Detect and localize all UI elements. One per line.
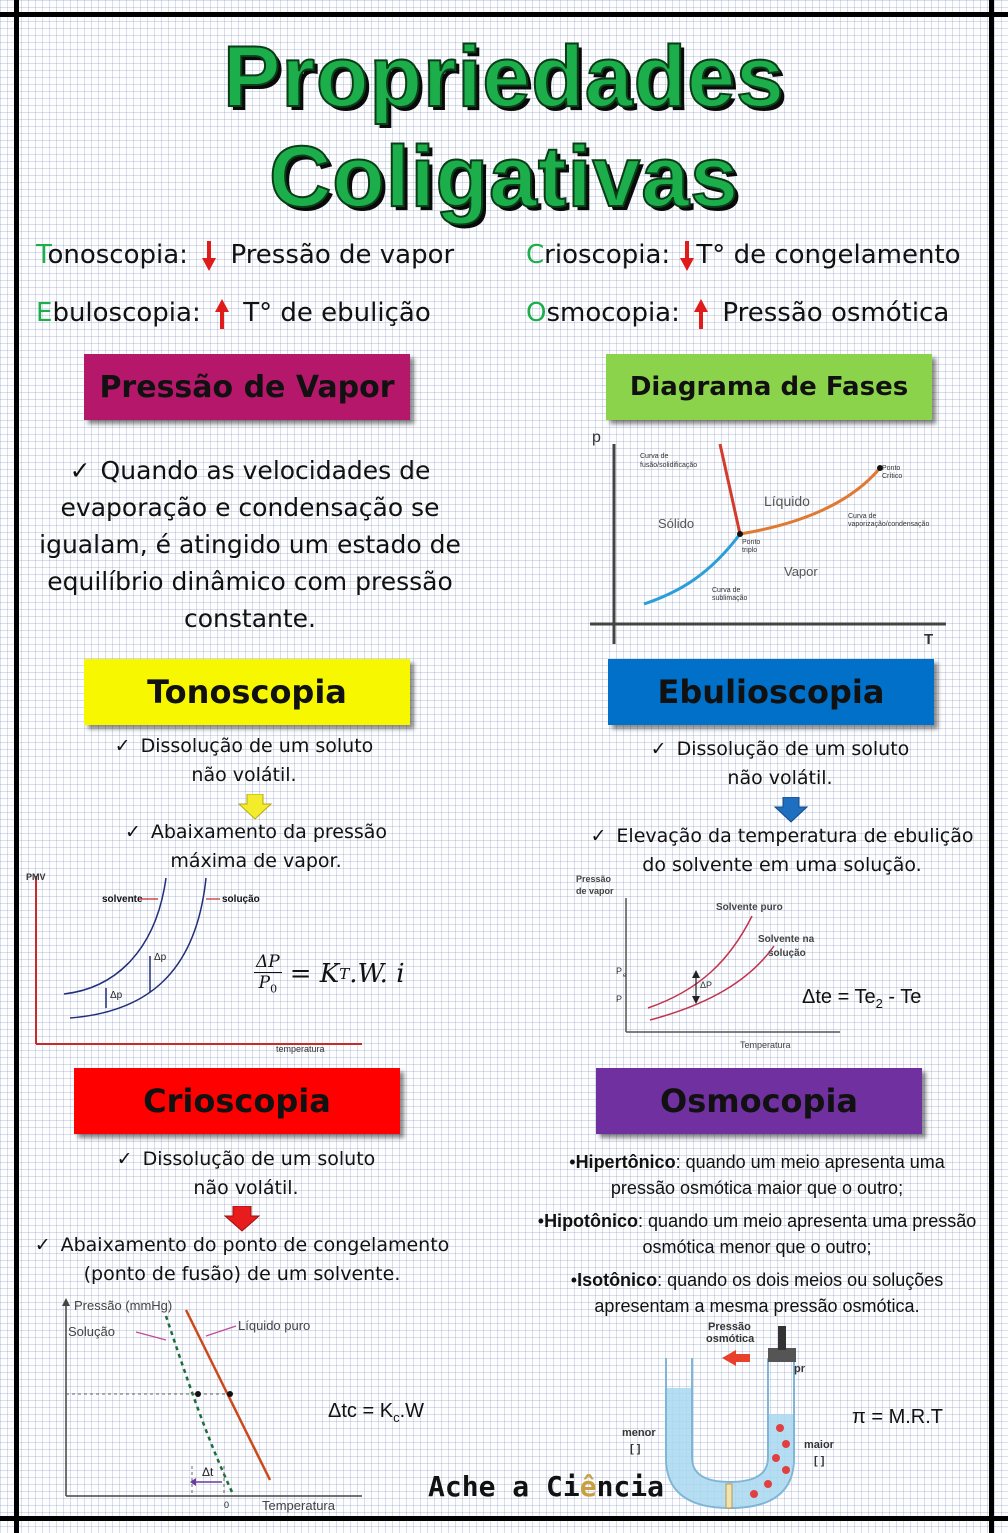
label-solucao: Solução [68,1324,115,1339]
membrane [726,1484,732,1508]
phase-t-label: T [924,631,934,648]
brand-logo: Ache a Ciência [428,1470,665,1503]
ebulio-y-label-1: Pressão [576,874,612,884]
tono-item-2: ✓ Abaixamento da pressão máxima de vapor. [124,821,388,872]
fraction: $\frac{\Delta P}{P_0}$ [256,952,280,996]
summary-osmocopia: Osmocopia: Pressão osmótica [526,298,950,328]
crio-x-label: Temperatura [262,1498,335,1513]
osmo-formula: π = M.R.T [852,1406,944,1428]
crio-item-1: ✓ Dissolução de um soluto não volátil. [116,1148,376,1199]
label-pressao-2: osmótica [706,1333,755,1345]
label-solucao: solução [222,894,260,905]
header-diagrama-fases: Diagrama de Fases [606,354,932,420]
label-solido: Sólido [658,516,695,531]
summary-ebuloscopia: Ebuloscopia: T° de ebulição [36,298,431,328]
down-arrow-icon [224,1206,260,1232]
pressao-vapor-text: ✓ Quando as velocidades de evaporação e condensação se igualam, é atingido um estado de equilíbrio dinâmico com pressão constante. [39,456,461,633]
phase-p-label: p [592,429,601,446]
piston [768,1348,796,1362]
pressure-arrow [722,1350,750,1366]
osmo-item-hipertonico: •Hipertônico: quando um meio apresenta uma pressão osmótica maior que o outro; [569,1152,945,1198]
label-menor: menor [622,1427,656,1439]
check-icon: ✓ [116,1148,133,1170]
header-tonoscopia: Tonoscopia [84,659,410,725]
frame-bottom [0,1516,1008,1521]
summary-crioscopia: Crioscopia: T° de congelamento [526,240,961,270]
summary-desc: T° de congelamento [696,240,961,270]
label-dt: Δt [202,1465,214,1479]
label-puro: Líquido puro [238,1318,311,1333]
ebulio-formula: $\Delta te = Te_2 - Te$ [802,986,922,1011]
summary-tonoscopia: Tonoscopia: Pressão de vapor [36,240,455,270]
ebulioscopia-graph [570,870,850,1056]
summary-desc: T° de ebulição [243,298,431,328]
fusion-curve [720,444,740,534]
arrow-down-icon [680,241,694,271]
label-triplo-1: Ponto [742,539,761,546]
down-arrow-icon [238,794,272,820]
bulb-icon: ê [579,1470,597,1503]
header-osmocopia: Osmocopia [596,1068,922,1134]
ebulio-item-1: ✓ Dissolução de um soluto não volátil. [650,738,910,789]
phase-diagram [580,424,960,650]
label-pr: pr [794,1363,805,1375]
arrow-up-icon [694,299,708,329]
curve-puro [648,916,752,1008]
label-dp-2: Δp [110,990,123,1001]
label-sub-1: Curva de [712,587,741,594]
crio-item-2: ✓ Abaixamento do ponto de congelamento (ponto de fusão) de um solvente. [34,1234,450,1285]
label-critico-1: Ponto [882,465,901,472]
label-critico-2: Crítico [882,473,903,480]
header-crioscopia: Crioscopia [74,1068,400,1134]
label-dp-1: Δp [154,952,167,963]
arrow-down-icon [202,241,216,271]
osmo-item-isotonico: •Isotônico: quando os dois meios ou soluções apresentam a mesma pressão osmótica. [570,1270,944,1316]
curve-solucao [166,1316,232,1492]
label-p: P [616,994,623,1004]
label-maior-colchete: [ ] [814,1455,825,1467]
label-maior: maior [804,1439,834,1451]
tono-x-label: temperatura [276,1044,325,1054]
triple-point [737,531,743,537]
label-fusao-1: Curva de [640,453,669,460]
frame-left [14,0,19,1533]
check-icon: ✓ [69,456,91,485]
label-menor-colchete: [ ] [630,1443,641,1455]
label-solucao-2: solução [768,948,806,959]
label-fusao-2: fusão/solidificação [640,462,698,469]
check-icon: ✓ [124,821,141,843]
label-pe-sub: e [623,973,627,979]
tono-item-1: ✓ Dissolução de um soluto não volátil. [114,735,374,786]
ebulio-item-2: ✓ Elevação da temperatura de ebulição do solvente em uma solução. [590,825,974,876]
title-line-2: Coligativas [269,129,739,225]
check-icon: ✓ [34,1234,51,1256]
label-vapor: Vapor [784,564,818,579]
tono-formula: $\frac{\Delta P}{P_0}$ = K T .W. i [256,952,405,996]
title-line-1: Propriedades [223,29,785,125]
summary-desc: Pressão osmótica [722,298,950,328]
check-icon: ✓ [590,825,607,847]
label-puro: Solvente puro [716,902,783,913]
crio-formula: $\Delta tc = K_c.W$ [328,1400,424,1425]
label-triplo-2: triplo [742,547,758,554]
piston-rod [778,1326,786,1350]
label-liquido: Líquido [764,493,810,509]
label-pressao-1: Pressão [708,1321,751,1333]
label-vapo-2: vaporização/condensação [848,521,930,528]
osmo-item-hipotonico: •Hipotônico: quando um meio apresenta uma pressão osmótica menor que o outro; [537,1211,977,1257]
tono-y-label: PMV [26,872,46,882]
frame-right [989,0,994,1533]
summary-desc: Pressão de vapor [230,240,455,270]
label-solvente: solvente [102,894,143,905]
label-sub-2: sublimação [712,595,748,602]
check-icon: ✓ [650,738,667,760]
check-icon: ✓ [114,735,131,757]
label-pe: P [616,966,623,976]
label-vapo-1: Curva de [848,513,877,520]
crio-y-label: Pressão (mmHg) [74,1298,173,1313]
arrow-up-icon [215,299,229,329]
ebulio-x-label: Temperatura [740,1040,791,1050]
crioscopia-graph [56,1296,366,1514]
label-solucao-1: Solvente na [758,934,815,945]
ebulio-y-label-2: de vapor [576,886,614,896]
header-ebulioscopia: Ebulioscopia [608,659,934,725]
label-zero: 0 [224,1500,230,1510]
frame-top [0,12,1008,17]
header-pressao-vapor: Pressão de Vapor [84,354,410,420]
label-dp: ΔP [700,980,713,990]
down-arrow-icon [774,797,808,823]
